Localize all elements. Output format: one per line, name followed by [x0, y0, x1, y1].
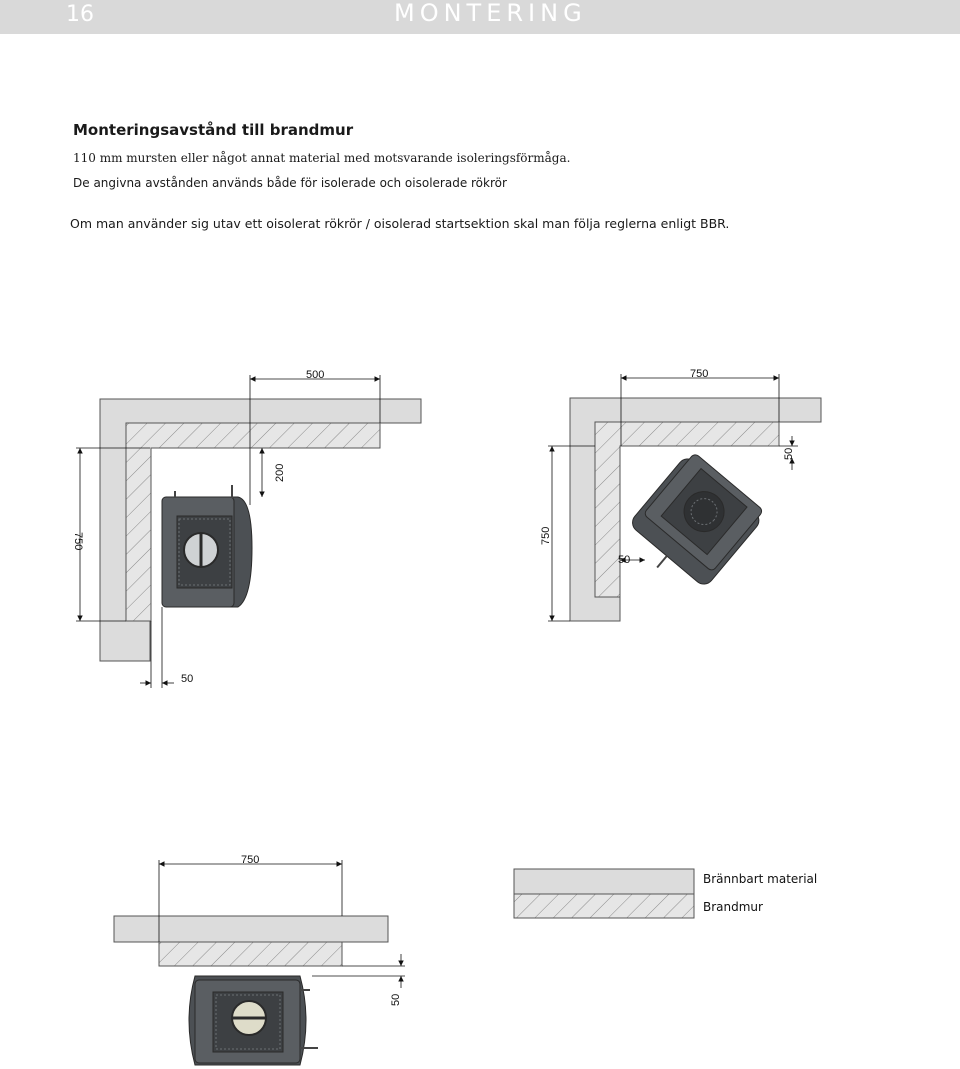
stove	[162, 485, 252, 607]
dim-corner-gap-top: 200	[274, 463, 286, 482]
wall-diagram	[114, 854, 405, 1065]
stove	[619, 450, 768, 600]
stove	[189, 976, 318, 1065]
legend-swatch-firewall	[514, 894, 694, 918]
dim-corner-side: 750	[72, 532, 84, 551]
dim-diagonal-side: 750	[540, 526, 552, 545]
legend-label-firewall: Brandmur	[703, 900, 763, 914]
diagonal-diagram	[540, 368, 821, 621]
dim-corner-gap-side: 50	[181, 673, 194, 685]
dim-corner-top: 500	[306, 369, 325, 381]
legend	[514, 869, 817, 918]
dim-wall-gap: 50	[390, 993, 402, 1006]
paragraph-line-2: De angivna avstånden används både för isolerade och oisolerade rökrör	[73, 176, 507, 190]
paragraph-line-3: Om man använder sig utav ett oisolerat rökrör / oisolerad startsektion skal man följa reglerna enligt BBR.	[70, 216, 730, 231]
dim-diagonal-top: 750	[690, 368, 709, 380]
corner-diagram	[72, 369, 421, 688]
combustible-wall	[114, 916, 388, 942]
firewall	[159, 942, 342, 966]
paragraph-line-1: 110 mm mursten eller något annat material med motsvarande isoleringsförmåga.	[73, 151, 571, 165]
section-title: MONTERING	[394, 0, 587, 27]
legend-swatch-combustible	[514, 869, 694, 894]
dim-wall-top: 750	[241, 854, 260, 866]
legend-label-combustible: Brännbart material	[703, 872, 818, 886]
page-number: 16	[66, 2, 94, 27]
dim-diagonal-gap-top: 50	[783, 447, 795, 460]
page-heading: Monteringsavstånd till brandmur	[73, 121, 354, 139]
dim-diagonal-gap-side: 50	[618, 554, 631, 566]
